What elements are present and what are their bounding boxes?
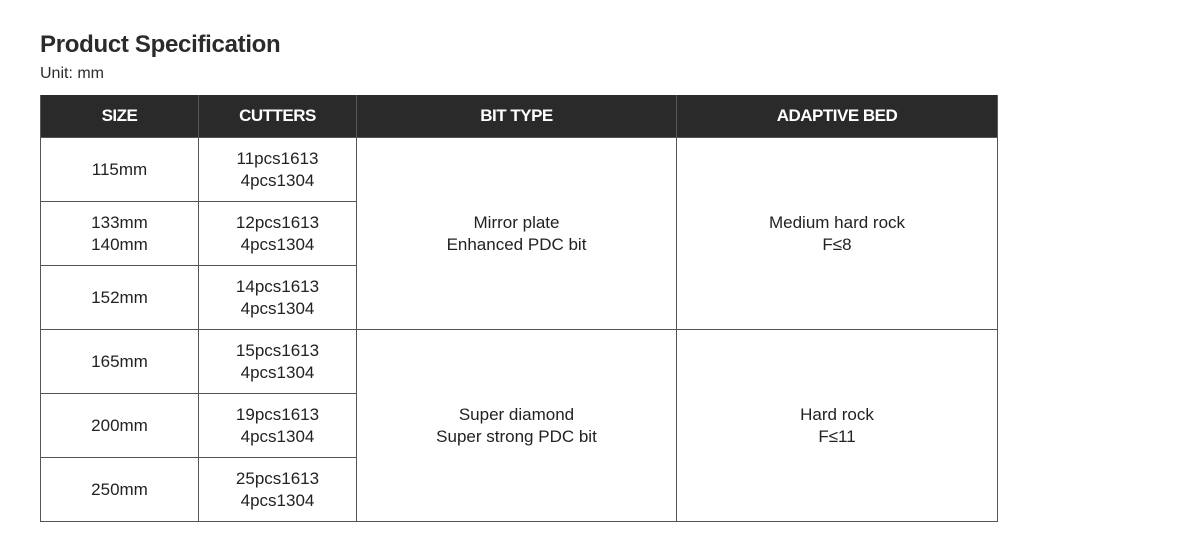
adaptive-bed-value: F≤8 [822, 234, 852, 254]
size-cell [41, 266, 199, 330]
cutters-cell [199, 458, 357, 522]
cutters-cell [199, 202, 357, 266]
size-value: 152mm [91, 287, 148, 307]
size-cell [41, 330, 199, 394]
bit-type-value: Enhanced PDC bit [446, 234, 587, 254]
header-size: SIZE [41, 95, 199, 138]
cutters-value: 25pcs1613 [235, 468, 320, 488]
size-cell [41, 458, 199, 522]
cutters-value: 4pcs1304 [240, 362, 315, 382]
header-row [41, 95, 998, 138]
cutters-value: 11pcs1613 [236, 148, 319, 168]
adaptive-bed-cell [677, 138, 998, 330]
page-title: Product Specification [40, 31, 281, 58]
cutters-cell [199, 266, 357, 330]
bit-type-value: Super strong PDC bit [436, 426, 597, 446]
bit-type-cell [357, 330, 677, 522]
adaptive-bed-value: Medium hard rock [768, 212, 906, 232]
header-cutters: CUTTERS [199, 95, 357, 138]
size-cell [41, 138, 199, 202]
header-adaptive-bed: ADAPTIVE BED [677, 95, 998, 138]
size-value: 165mm [91, 351, 148, 371]
bit-type-value: Mirror plate [473, 212, 560, 232]
cutters-cell [199, 330, 357, 394]
cutters-value: 4pcs1304 [240, 298, 315, 318]
table-row [41, 138, 998, 202]
bit-type-value: Super diamond [458, 404, 575, 424]
adaptive-bed-value: F≤11 [818, 426, 856, 446]
cutters-value: 4pcs1304 [240, 490, 315, 510]
size-value: 115mm [91, 159, 148, 179]
cutters-value: 4pcs1304 [240, 170, 315, 190]
bit-type-cell [357, 138, 677, 330]
unit-label: Unit: mm [40, 65, 104, 82]
spec-table [40, 95, 998, 522]
cutters-value: 12pcs1613 [235, 212, 320, 232]
cutters-value: 15pcs1613 [235, 340, 320, 360]
size-cell [41, 394, 199, 458]
size-value: 250mm [91, 479, 148, 499]
size-value: 140mm [91, 234, 148, 254]
size-value: 133mm [91, 212, 148, 232]
cutters-value: 19pcs1613 [235, 404, 320, 424]
header-bit-type: BIT TYPE [357, 95, 677, 138]
cutters-value: 4pcs1304 [240, 426, 315, 446]
table-row [41, 330, 998, 394]
cutters-value: 14pcs1613 [235, 276, 320, 296]
size-value: 200mm [91, 415, 148, 435]
cutters-cell [199, 394, 357, 458]
cutters-cell [199, 138, 357, 202]
adaptive-bed-value: Hard rock [800, 404, 874, 424]
size-cell [41, 202, 199, 266]
cutters-value: 4pcs1304 [240, 234, 315, 254]
adaptive-bed-cell [677, 330, 998, 522]
